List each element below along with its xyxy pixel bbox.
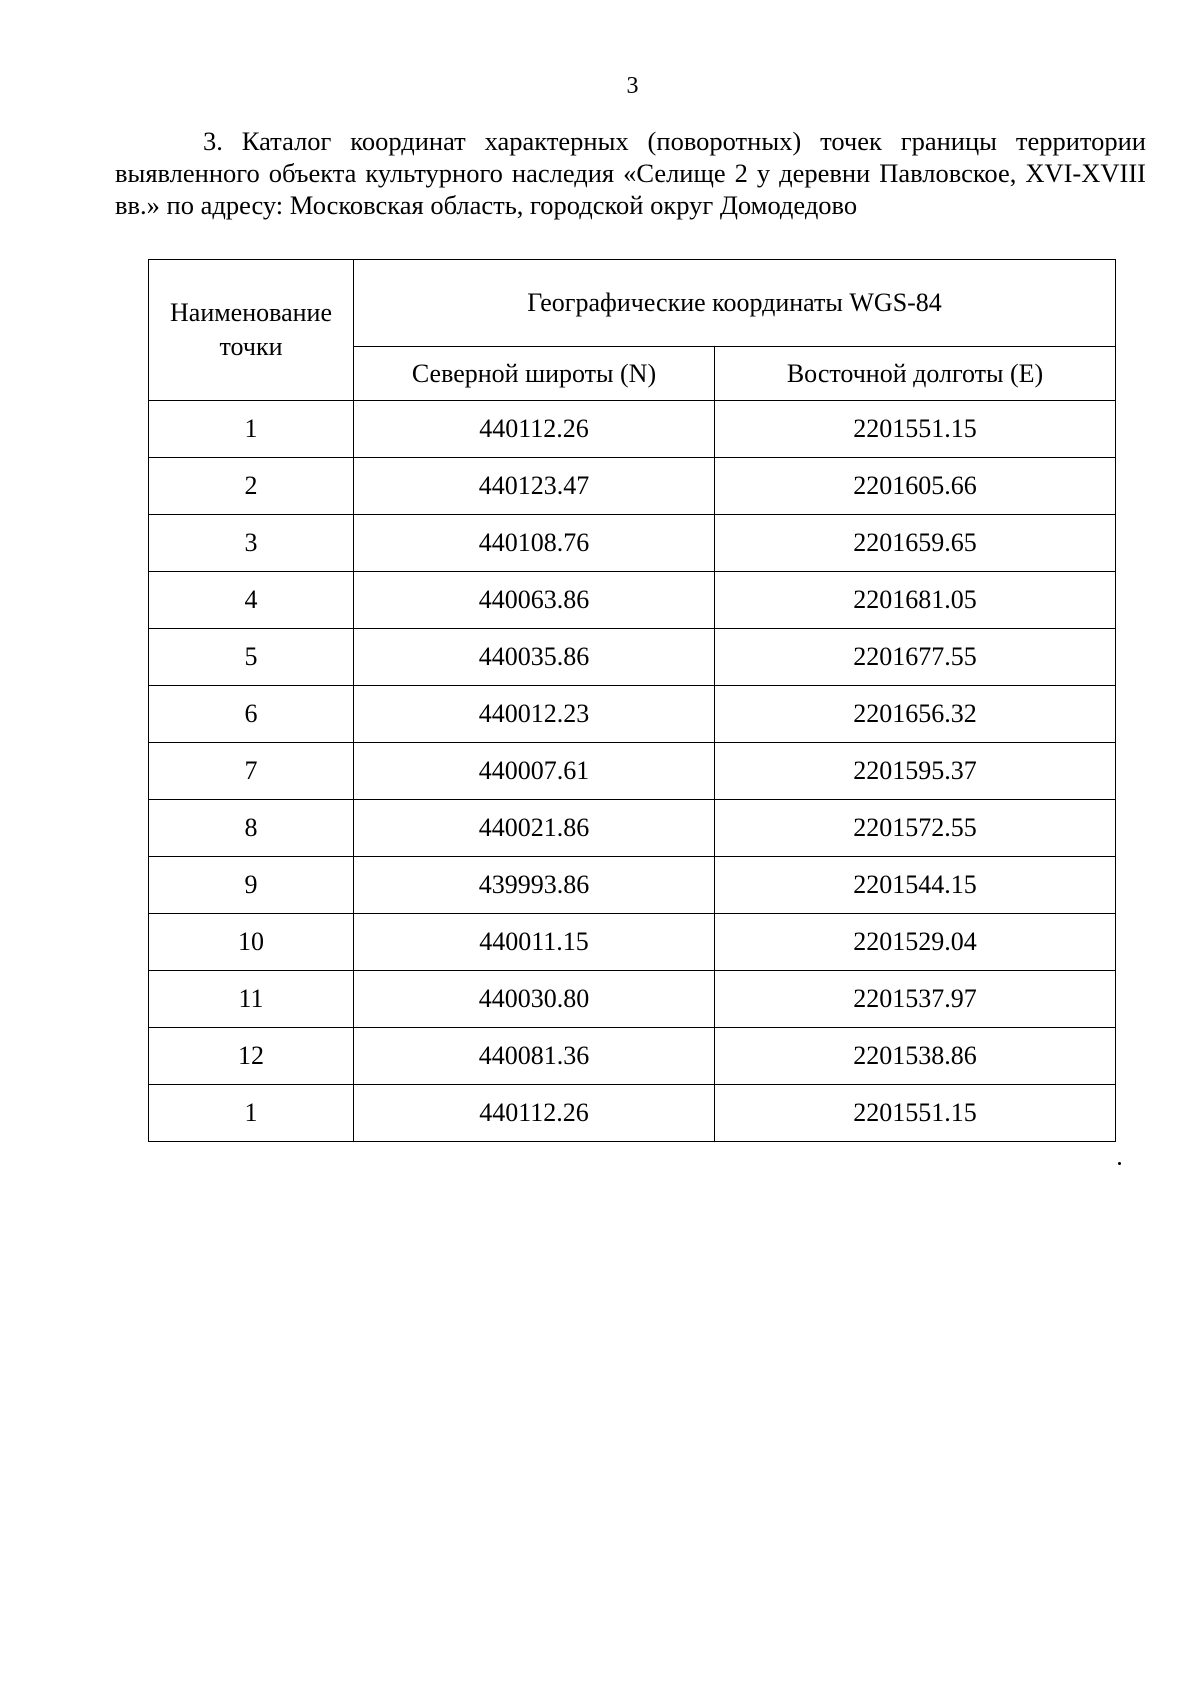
east-cell: 2201538.86 xyxy=(715,1028,1116,1085)
east-cell: 2201595.37 xyxy=(715,743,1116,800)
trailing-dot xyxy=(1118,1162,1121,1165)
table-row xyxy=(149,914,1116,971)
north-cell: 440063.86 xyxy=(354,572,715,629)
header-east-longitude: Восточной долготы (E) xyxy=(715,347,1116,401)
header-geo-coordinates: Географические координаты WGS-84 xyxy=(354,260,1116,347)
north-cell: 440123.47 xyxy=(354,458,715,515)
point-cell: 5 xyxy=(149,629,354,686)
point-cell: 1 xyxy=(149,1085,354,1142)
north-cell: 440012.23 xyxy=(354,686,715,743)
east-cell: 2201544.15 xyxy=(715,857,1116,914)
east-cell: 2201681.05 xyxy=(715,572,1116,629)
table-row xyxy=(149,629,1116,686)
table-row xyxy=(149,401,1116,458)
table-row xyxy=(149,458,1116,515)
north-cell: 440108.76 xyxy=(354,515,715,572)
table-header-row xyxy=(149,260,1116,347)
table-row xyxy=(149,686,1116,743)
east-cell: 2201605.66 xyxy=(715,458,1116,515)
point-cell: 8 xyxy=(149,800,354,857)
point-cell: 9 xyxy=(149,857,354,914)
point-cell: 11 xyxy=(149,971,354,1028)
north-cell: 440007.61 xyxy=(354,743,715,800)
point-cell: 4 xyxy=(149,572,354,629)
point-cell: 7 xyxy=(149,743,354,800)
north-cell: 440112.26 xyxy=(354,1085,715,1142)
east-cell: 2201529.04 xyxy=(715,914,1116,971)
east-cell: 2201537.97 xyxy=(715,971,1116,1028)
point-cell: 12 xyxy=(149,1028,354,1085)
table-row xyxy=(149,1028,1116,1085)
north-cell: 440011.15 xyxy=(354,914,715,971)
table-row xyxy=(149,743,1116,800)
coordinates-table xyxy=(148,259,1116,1142)
page-number: 3 xyxy=(626,73,639,99)
point-cell: 2 xyxy=(149,458,354,515)
intro-paragraph: 3. Каталог координат характерных (поворотных) точек границы территории выявленного объекта культурного наследия «Селище 2 у деревни Павловское, XVI-XVIII вв.» по адресу: Московская область, городской округ Домодедово xyxy=(115,126,1146,220)
east-cell: 2201551.15 xyxy=(715,401,1116,458)
point-cell: 6 xyxy=(149,686,354,743)
north-cell: 440035.86 xyxy=(354,629,715,686)
east-cell: 2201659.65 xyxy=(715,515,1116,572)
table-row xyxy=(149,800,1116,857)
table-row xyxy=(149,572,1116,629)
point-cell: 10 xyxy=(149,914,354,971)
east-cell: 2201656.32 xyxy=(715,686,1116,743)
north-cell: 440081.36 xyxy=(354,1028,715,1085)
table-row xyxy=(149,1085,1116,1142)
north-cell: 440112.26 xyxy=(354,401,715,458)
east-cell: 2201677.55 xyxy=(715,629,1116,686)
table-row xyxy=(149,857,1116,914)
east-cell: 2201572.55 xyxy=(715,800,1116,857)
header-north-latitude: Северной широты (N) xyxy=(354,347,715,401)
north-cell: 440021.86 xyxy=(354,800,715,857)
point-cell: 1 xyxy=(149,401,354,458)
north-cell: 439993.86 xyxy=(354,857,715,914)
east-cell: 2201551.15 xyxy=(715,1085,1116,1142)
table-row xyxy=(149,971,1116,1028)
table-row xyxy=(149,515,1116,572)
north-cell: 440030.80 xyxy=(354,971,715,1028)
header-point-name: Наименование точки xyxy=(149,260,354,401)
point-cell: 3 xyxy=(149,515,354,572)
